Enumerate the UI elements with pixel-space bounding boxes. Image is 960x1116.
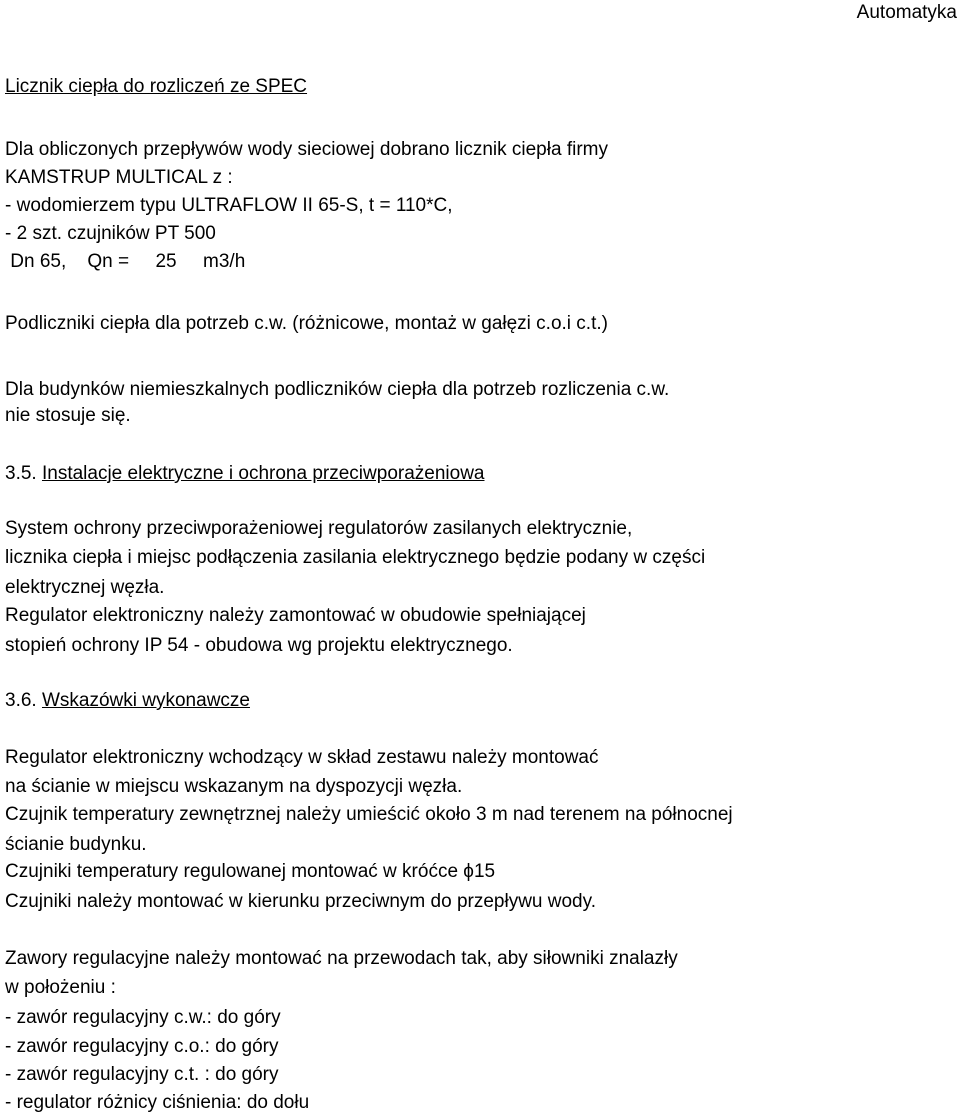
section-3-5-line: elektrycznej węzła. — [5, 577, 165, 598]
section-3-5-line: System ochrony przeciwporażeniowej regulatorów zasilanych elektrycznie, — [5, 518, 633, 539]
intro-line: Dn 65, Qn = 25 m3/h — [5, 251, 246, 272]
section-number: 3.5. — [5, 463, 37, 484]
zawory-line: w położeniu : — [5, 977, 116, 998]
zawory-line: - regulator różnicy ciśnienia: do dołu — [5, 1092, 310, 1113]
section-title: Instalacje elektryczne i ochrona przeciwporażeniowa — [41, 463, 485, 484]
section-3-6-line: ścianie budynku. — [5, 834, 147, 855]
section-3-6-line: Czujniki temperatury regulowanej montować w króćce ϕ15 — [5, 861, 496, 882]
section-3-6-heading — [5, 689, 250, 713]
zawory-line: - zawór regulacyjny c.w.: do góry — [5, 1007, 281, 1028]
section-3-6-line: Regulator elektroniczny wchodzący w skład zestawu należy montować — [5, 747, 599, 768]
document-title: Licznik ciepła do rozliczeń ze SPEC — [5, 76, 308, 97]
section-title: Wskazówki wykonawcze — [41, 690, 250, 711]
zawory-line: - zawór regulacyjny c.t. : do góry — [5, 1064, 279, 1085]
budynki-line: nie stosuje się. — [5, 405, 131, 426]
section-3-6-line: Czujnik temperatury zewnętrznej należy umieścić około 3 m nad terenem na północnej — [5, 804, 733, 825]
header-label: Automatyka — [856, 2, 957, 23]
section-3-5-line: licznika ciepła i miejsc podłączenia zasilania elektrycznego będzie podany w części — [5, 547, 706, 568]
section-3-6-line: na ścianie w miejscu wskazanym na dyspozycji węzła. — [5, 776, 463, 797]
zawory-line: - zawór regulacyjny c.o.: do góry — [5, 1036, 279, 1057]
intro-line: - 2 szt. czujników PT 500 — [5, 223, 216, 244]
intro-line: - wodomierzem typu ULTRAFLOW II 65-S, t = 110*C, — [5, 195, 453, 216]
zawory-line: Zawory regulacyjne należy montować na przewodach tak, aby siłowniki znalazły — [5, 948, 678, 969]
section-3-5-heading — [5, 462, 485, 486]
intro-line: KAMSTRUP MULTICAL z : — [5, 167, 233, 188]
section-3-5-line: Regulator elektroniczny należy zamontować w obudowie spełniającej — [5, 605, 586, 626]
section-3-6-line: Czujniki należy montować w kierunku przeciwnym do przepływu wody. — [5, 891, 596, 912]
subheading: Podliczniki ciepła dla potrzeb c.w. (różnicowe, montaż w gałęzi c.o.i c.t.) — [5, 313, 608, 334]
section-3-5-line: stopień ochrony IP 54 - obudowa wg projektu elektrycznego. — [5, 635, 513, 656]
section-number: 3.6. — [5, 690, 37, 711]
intro-line: Dla obliczonych przepływów wody sieciowej dobrano licznik ciepła firmy — [5, 139, 608, 160]
budynki-line: Dla budynków niemieszkalnych podliczników ciepła dla potrzeb rozliczenia c.w. — [5, 379, 670, 400]
